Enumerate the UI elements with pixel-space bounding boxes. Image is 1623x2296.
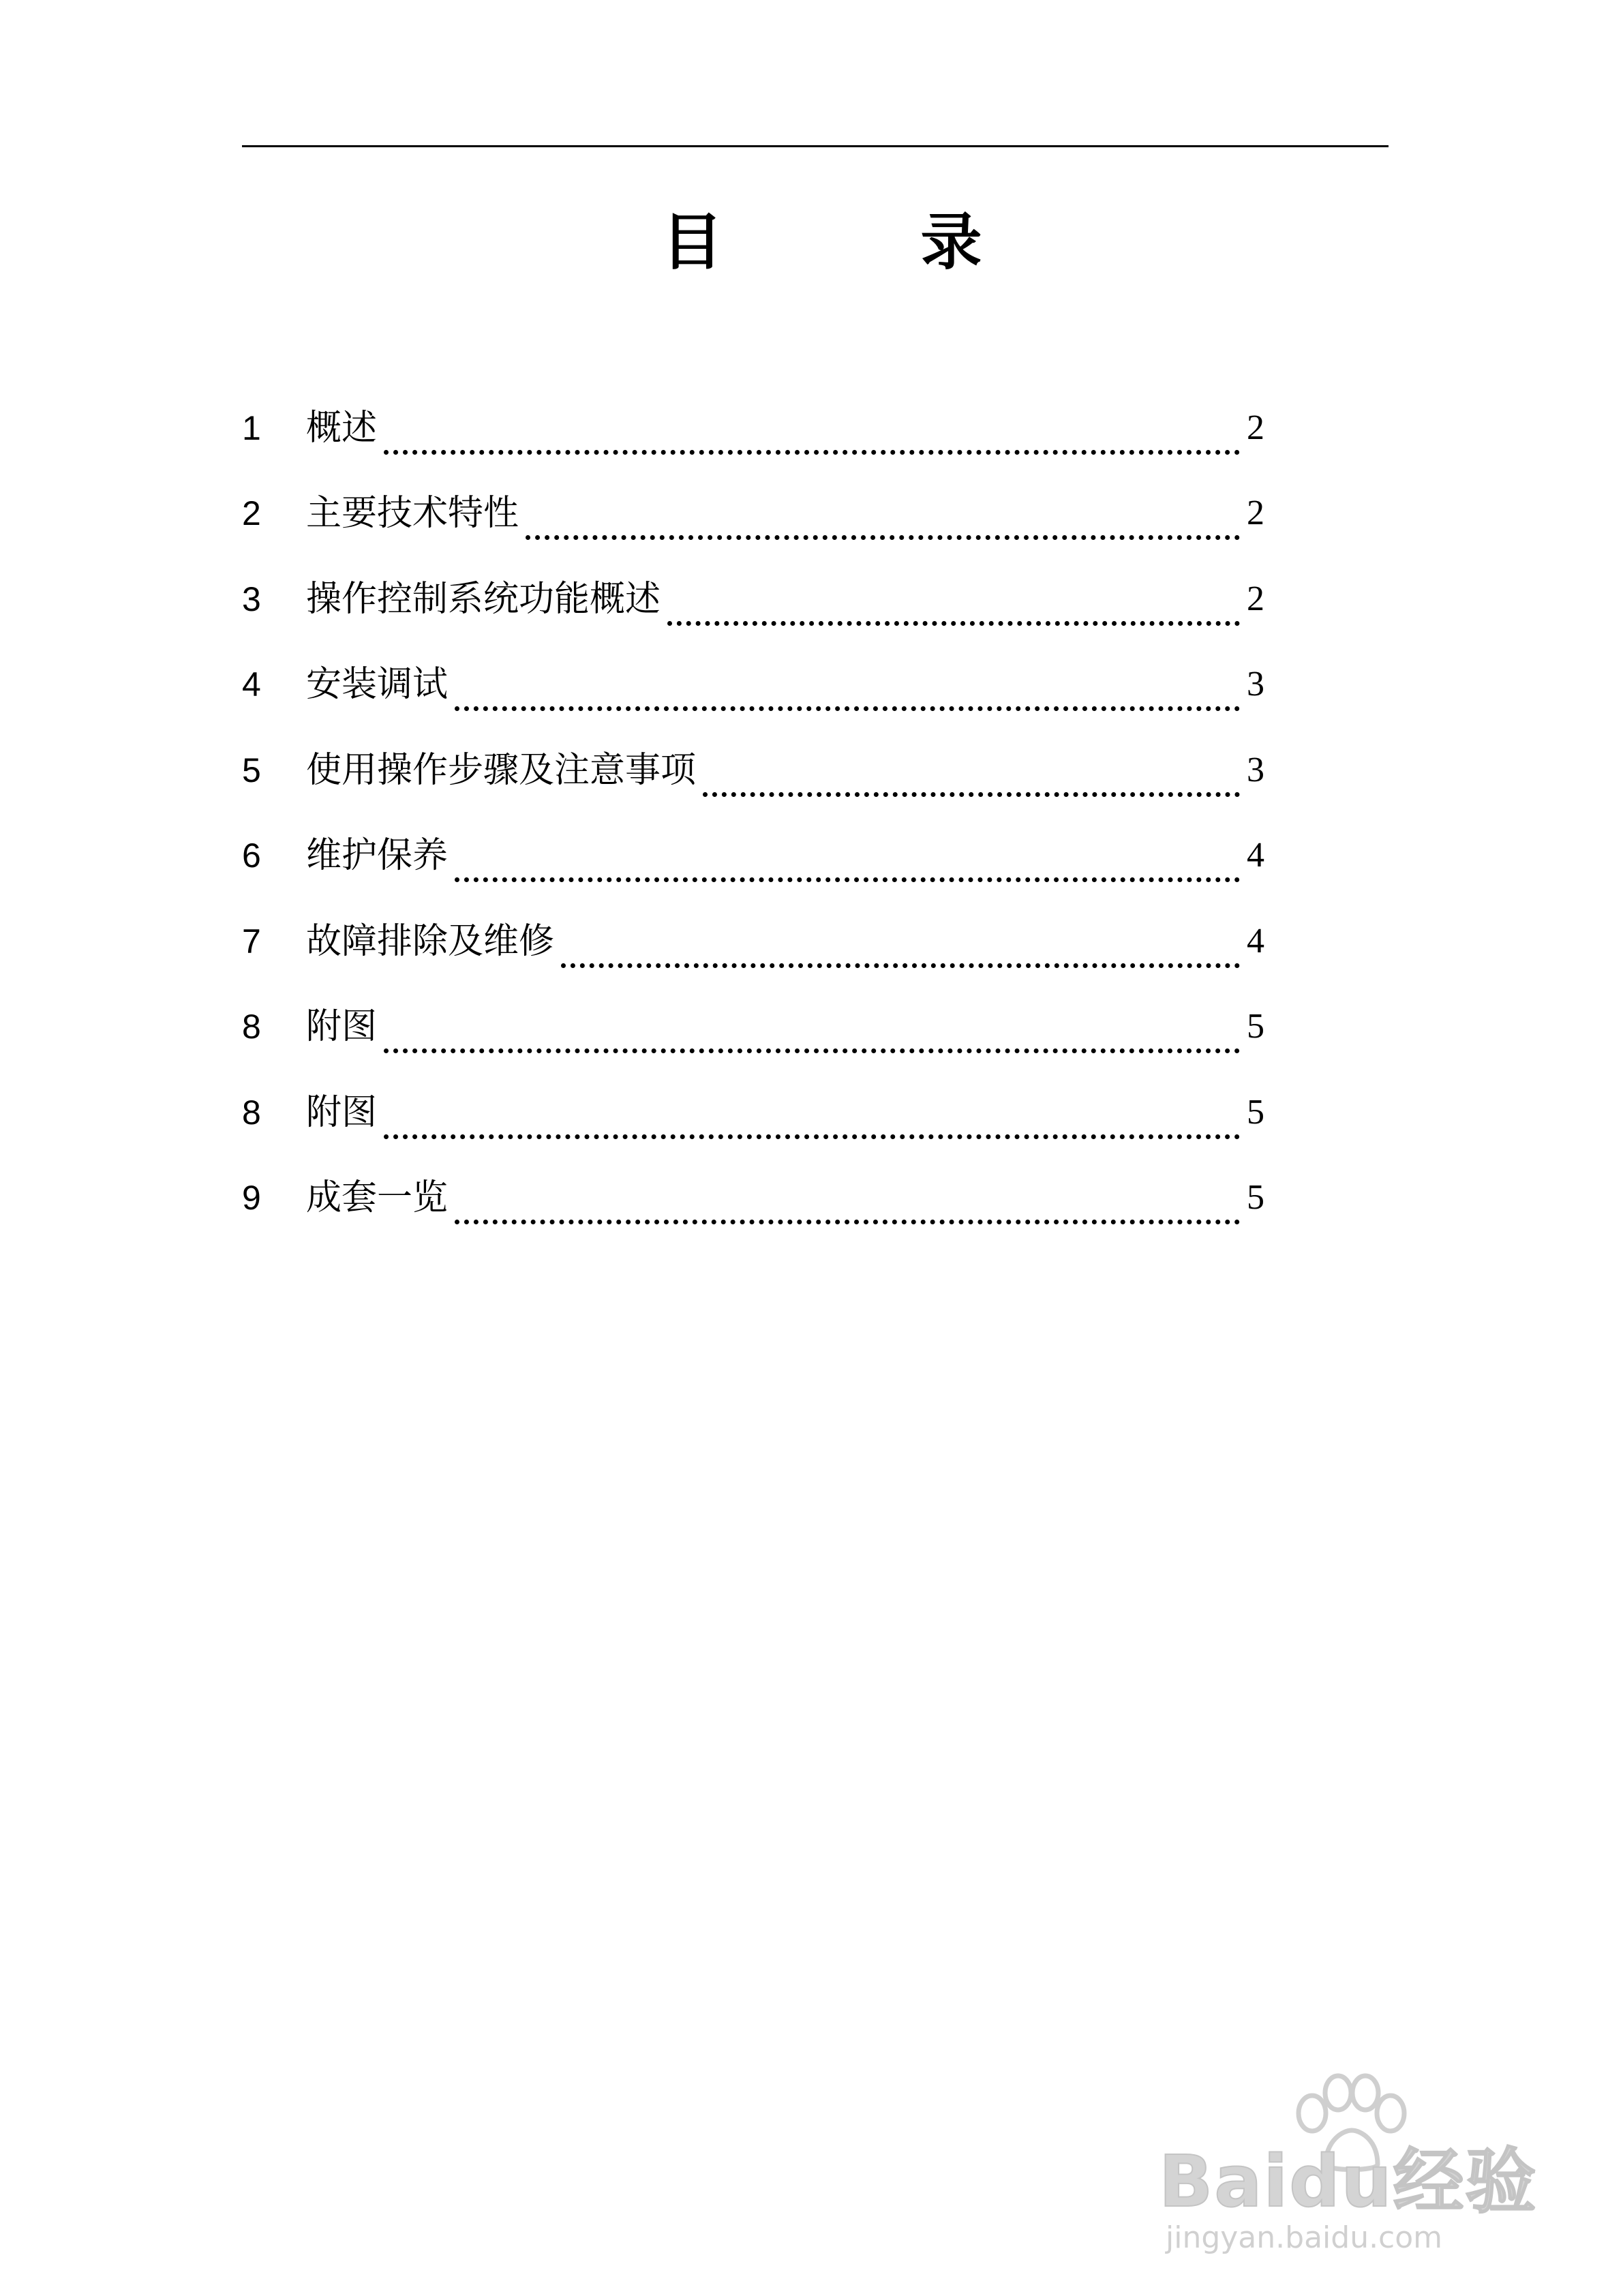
toc-entry-page: 3	[1247, 665, 1264, 704]
toc-entry[interactable]	[242, 642, 1264, 728]
toc-dot-leader	[455, 706, 1240, 711]
title-char-2: 录	[920, 206, 982, 278]
toc-entry[interactable]	[242, 556, 1264, 642]
toc-entry-page: 4	[1247, 921, 1264, 961]
toc-entry-label: 使用操作步骤及注意事项	[306, 749, 697, 791]
header-rule	[242, 145, 1389, 147]
toc-entry[interactable]	[242, 727, 1264, 813]
toc-entry[interactable]	[242, 984, 1264, 1070]
toc-entry-label: 概述	[306, 407, 378, 449]
toc-entry-label: 附图	[306, 1006, 378, 1048]
toc-entry-number: 9	[242, 1179, 261, 1218]
toc-entry-label: 维护保养	[306, 835, 449, 877]
toc-entry-label: 安装调试	[306, 664, 449, 706]
toc-entry-page: 3	[1247, 750, 1264, 789]
toc-entry-number: 3	[242, 579, 261, 618]
toc-dot-leader	[384, 1048, 1240, 1053]
toc-entry[interactable]	[242, 471, 1264, 557]
toc-entry-label: 附图	[306, 1091, 378, 1133]
toc-entry[interactable]	[242, 898, 1264, 984]
toc-entry-number: 2	[242, 494, 261, 533]
toc-entry-page: 2	[1247, 408, 1264, 447]
toc-entry-number: 8	[242, 1008, 261, 1046]
toc-entry-page: 5	[1247, 1092, 1264, 1132]
toc-entry[interactable]	[242, 385, 1264, 471]
toc-entry-label: 操作控制系统功能概述	[306, 578, 661, 620]
toc-entry[interactable]	[242, 1070, 1264, 1155]
table-of-contents	[242, 385, 1264, 1241]
toc-entry[interactable]	[242, 1155, 1264, 1241]
toc-dot-leader	[703, 792, 1240, 797]
baidu-jingyan-watermark	[1159, 2072, 1541, 2255]
page-title	[10, 205, 1623, 280]
title-char-1: 目	[661, 206, 723, 278]
toc-entry-number: 8	[242, 1093, 261, 1132]
toc-dot-leader	[561, 963, 1240, 968]
toc-entry-page: 2	[1247, 579, 1264, 618]
toc-entry-number: 1	[242, 408, 261, 447]
toc-dot-leader	[384, 1134, 1240, 1139]
toc-dot-leader	[526, 535, 1240, 540]
toc-entry-page: 5	[1247, 1007, 1264, 1046]
toc-entry-page: 4	[1247, 836, 1264, 875]
toc-entry-page: 5	[1247, 1178, 1264, 1218]
toc-entry-page: 2	[1247, 494, 1264, 533]
watermark-logo: Baidu经验	[1159, 2140, 1538, 2223]
toc-entry[interactable]	[242, 813, 1264, 899]
toc-entry-number: 6	[242, 836, 261, 875]
toc-dot-leader	[455, 1220, 1240, 1224]
toc-entry-number: 4	[242, 665, 261, 704]
toc-entry-label: 主要技术特性	[306, 493, 519, 534]
toc-entry-number: 5	[242, 751, 261, 789]
toc-dot-leader	[384, 450, 1240, 455]
toc-dot-leader	[667, 621, 1240, 626]
toc-entry-label: 成套一览	[306, 1177, 449, 1219]
toc-entry-label: 故障排除及维修	[306, 920, 555, 962]
toc-dot-leader	[455, 877, 1240, 882]
toc-entry-number: 7	[242, 922, 261, 961]
watermark-url: jingyan.baidu.com	[1166, 2220, 1443, 2255]
